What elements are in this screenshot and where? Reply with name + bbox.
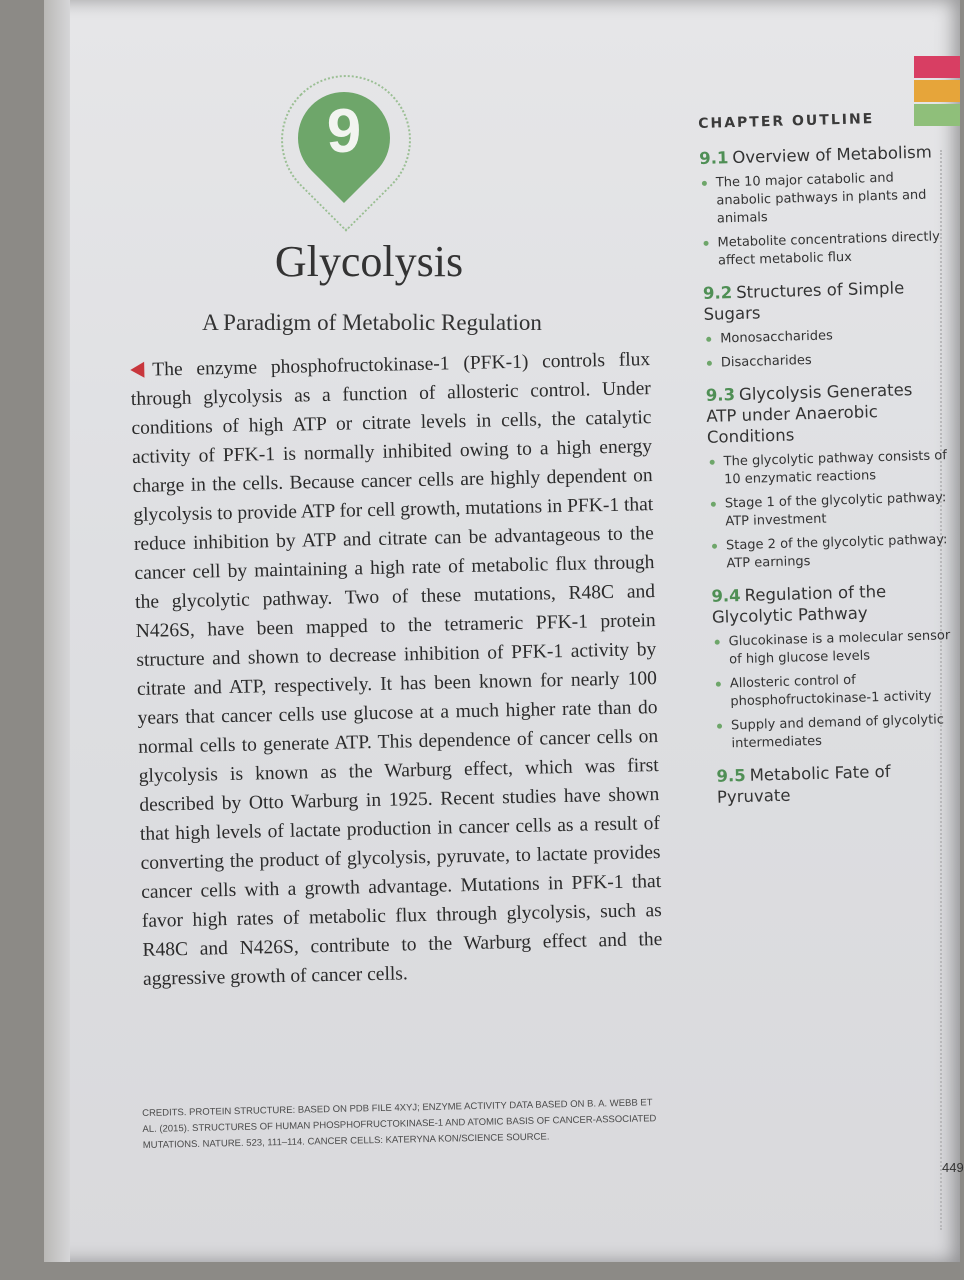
outline-item — [704, 324, 944, 349]
outline-item-text: Supply and demand of glycolytic intermediates — [730, 712, 945, 752]
bullet-icon — [717, 724, 722, 729]
outline-item — [715, 711, 956, 754]
outline-section-title — [699, 141, 939, 169]
outline-section-title — [703, 276, 944, 325]
section-number: 9.1 — [698, 148, 729, 168]
outline-item — [709, 489, 950, 532]
bullet-icon — [715, 640, 720, 645]
section-title-text: Metabolic Fate of Pyruvate — [716, 761, 891, 807]
outline-section-title — [706, 378, 948, 448]
intro-paragraph: The enzyme phosphofructokinase-1 (PFK-1) controls flux through glycolysis as a function of allosteric control. Under conditions of high ATP or citrate levels in cells, the catalytic activity of PFK-1 is normally inhibited owing to a high energy charge in the cells. Because cancer cells are highly dependent on glycolysis to provide ATP for cell growth, mutations in PFK-1 that reduce inhibition by ATP and citrate can be advantageous to the cancer cell by maintaining a high rate of metabolic flux through the glycolytic pathway. Two of these mutations, R48C and N426S, have been mapped to the tetrameric PFK-1 protein structure and shown to decrease inhibition of PFK-1 activity by citrate and ATP, respectively. It has been known for nearly 100 years that cancer cells use glucose at a much higher rate than do normal cells to generate ATP. This dependence of cancer cells on glycolysis is known as the Warburg effect, which was first described by Otto Warburg in 1925. Recent studies have shown that high levels of lactate production in cancer cells as a result of converting the product of glycolysis, pyruvate, to lactate provides cancer cells with a growth advantage. Mutations in PFK-1 that favor high rates of metabolic flux through glycolysis, such as R48C and N426S, contribute to the Warburg effect and the aggressive growth of cancer cells. — [130, 349, 663, 990]
outline-item — [700, 168, 941, 229]
outline-item — [701, 228, 942, 271]
bullet-icon — [711, 502, 716, 507]
outline-item-text: Monosaccharides — [720, 328, 833, 347]
chapter-title: Glycolysis — [274, 237, 464, 286]
page-tab-orange — [914, 80, 960, 102]
bullet-icon — [707, 361, 712, 366]
section-number: 9.3 — [705, 385, 736, 405]
chapter-number: 9 — [326, 97, 362, 166]
chapter-outline — [698, 109, 958, 819]
outline-item-text: The glycolytic pathway consists of 10 enzymatic reactions — [723, 448, 948, 488]
outline-item-text: Stage 2 of the glycolytic pathway: ATP earnings — [725, 532, 948, 572]
outline-item — [712, 627, 953, 670]
left-arrow-icon — [130, 362, 144, 378]
outline-section-title — [716, 759, 957, 808]
outline-item-text: Glucokinase is a molecular sensor of high glucose levels — [728, 628, 951, 668]
outline-item-text: Metabolite concentrations directly affect metabolic flux — [717, 229, 941, 269]
intro-paragraph-block — [130, 345, 663, 994]
page-number: 449 — [942, 1160, 964, 1175]
outline-section — [703, 276, 945, 373]
section-title-text: Glycolysis Generates ATP under Anaerobic Conditions — [706, 380, 913, 447]
page-tab-red — [914, 56, 960, 78]
book-spine — [44, 0, 70, 1262]
outline-item-text: Disaccharides — [720, 352, 812, 371]
outline-section-title — [711, 579, 952, 628]
section-number: 9.2 — [702, 283, 733, 303]
bullet-icon — [703, 241, 708, 246]
outline-section — [716, 759, 957, 808]
section-title-text: Regulation of the Glycolytic Pathway — [711, 581, 887, 627]
chapter-subtitle: A Paradigm of Metabolic Regulation — [202, 310, 542, 335]
outline-item-text: Stage 1 of the glycolytic pathway: ATP investment — [724, 490, 947, 530]
outline-section — [711, 579, 956, 754]
outline-heading: CHAPTER OUTLINE — [698, 111, 875, 132]
section-number: 9.4 — [711, 586, 741, 606]
outline-item-text: Allosteric control of phosphofructokinase-1 activity — [729, 672, 932, 710]
chapter-badge — [276, 70, 426, 220]
outline-item-text: The 10 major catabolic and anabolic pathways in plants and animals — [715, 170, 927, 227]
outline-item — [707, 447, 948, 490]
outline-item — [714, 669, 955, 712]
outline-item — [710, 531, 951, 574]
section-title-text: Overview of Metabolism — [732, 142, 933, 168]
outline-section — [706, 378, 951, 574]
section-number: 9.5 — [716, 765, 746, 786]
outline-item — [705, 348, 945, 373]
outline-section — [699, 141, 942, 271]
section-title-text: Structures of Simple Sugars — [703, 278, 905, 324]
bullet-icon — [702, 181, 707, 186]
bullet-icon — [712, 544, 717, 549]
bullet-icon — [716, 682, 721, 687]
bullet-icon — [710, 460, 715, 465]
book-page — [44, 0, 964, 1262]
image-credits: CREDITS. PROTEIN STRUCTURE: BASED ON PDB FILE 4XYJ; ENZYME ACTIVITY DATA BASED ON B. A. WEBB ET AL. (2015). STRUCTURES OF HUMAN PHOSPHOFRUCTOKINASE-1 AND ATOMIC BASIS OF CANCER-ASSOCIATED MUTATIONS. NATURE. 523, 111–114. CANCER CELLS: KATERYNA KON/SCIENCE SOURCE. — [142, 1097, 657, 1151]
bullet-icon — [706, 337, 711, 342]
